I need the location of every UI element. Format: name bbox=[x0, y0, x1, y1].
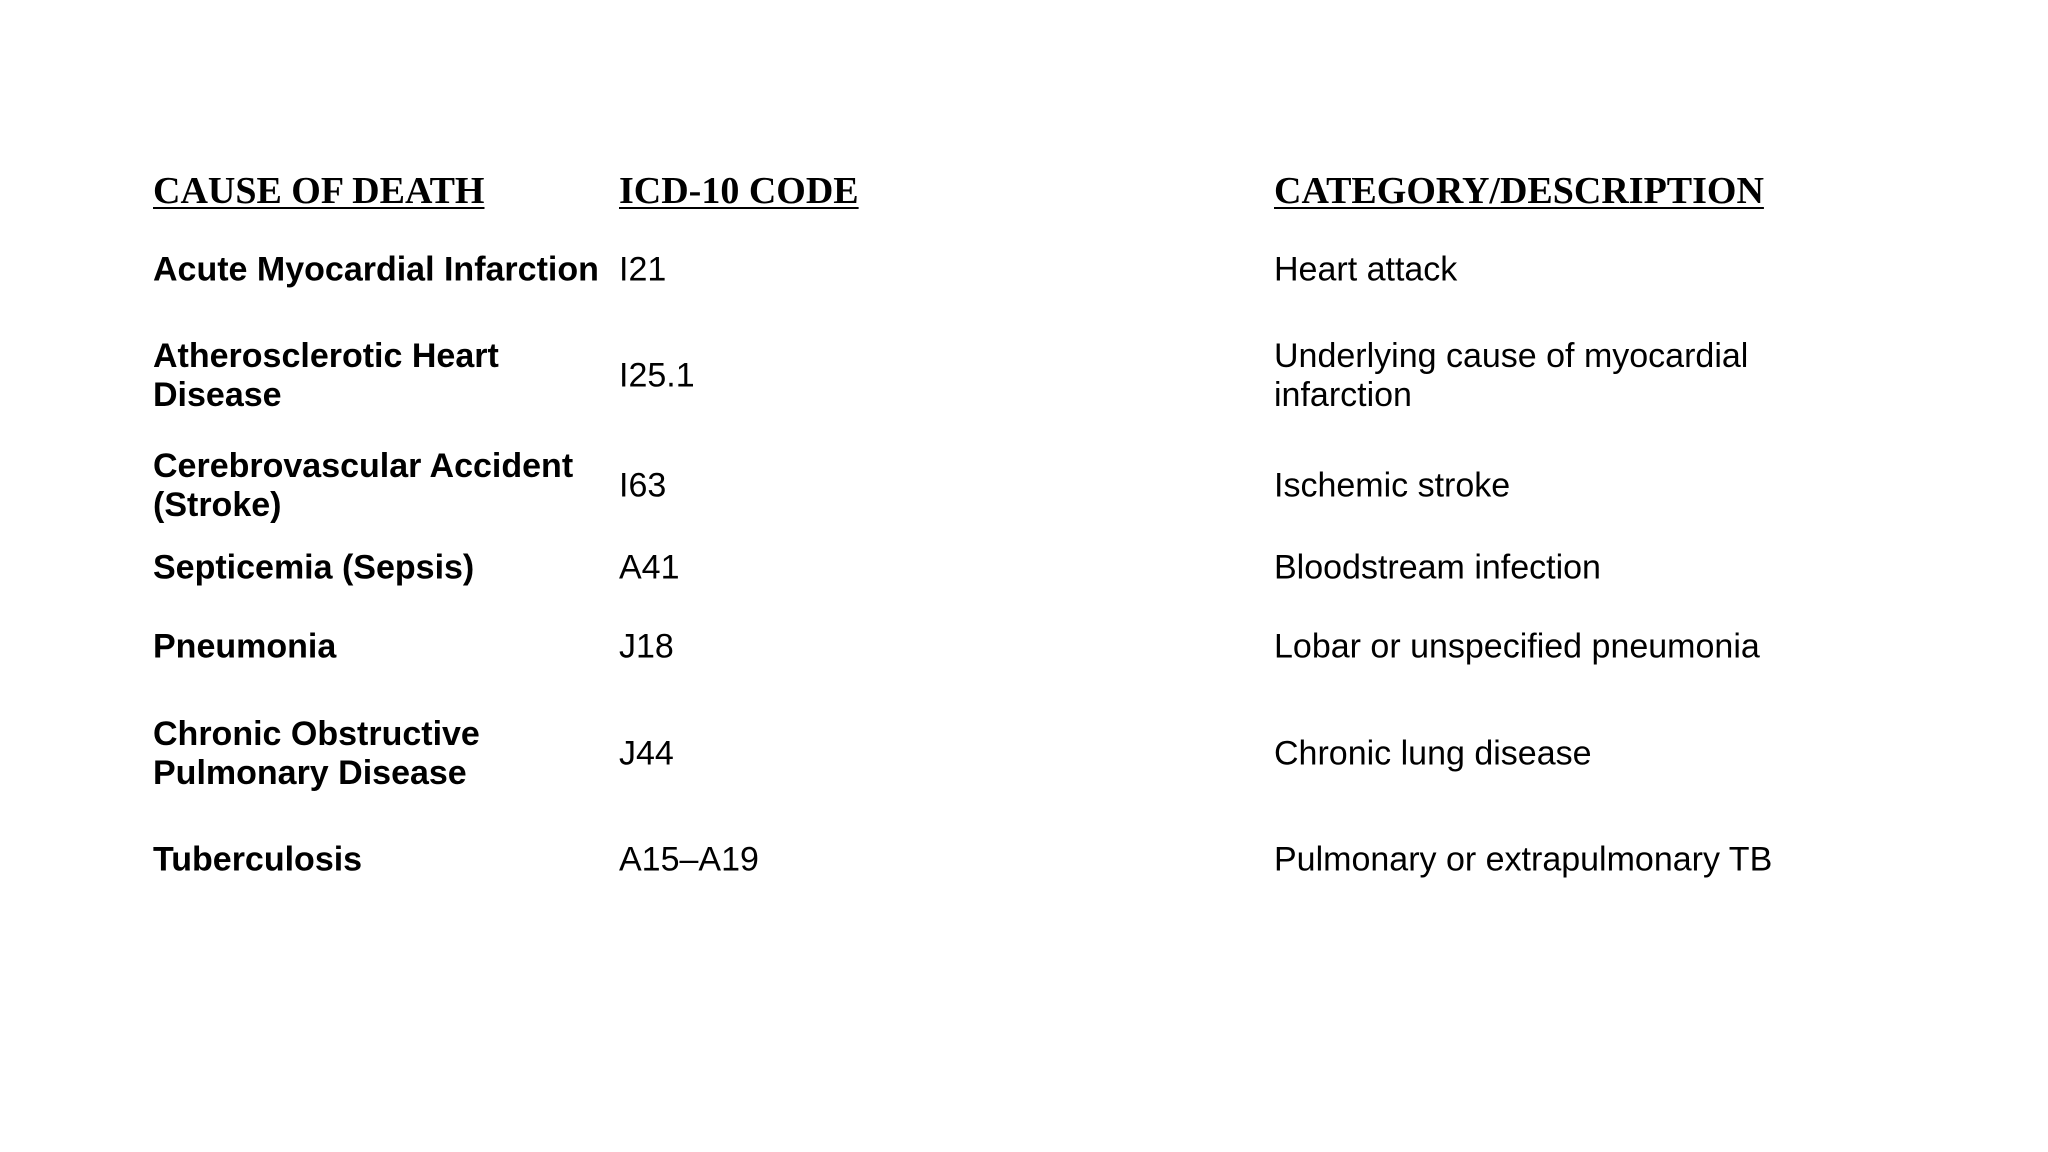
code-cell: A15–A19 bbox=[619, 840, 759, 879]
cause-cell: Pneumonia bbox=[153, 627, 337, 666]
header-cause-of-death: CAUSE OF DEATH bbox=[153, 170, 485, 212]
description-cell: Bloodstream infection bbox=[1274, 548, 1601, 587]
table-row bbox=[153, 308, 1853, 443]
description-cell: Ischemic stroke bbox=[1274, 466, 1511, 504]
cause-cell: Tuberculosis bbox=[153, 840, 363, 879]
description-cell: Heart attack bbox=[1274, 250, 1458, 288]
cause-cell: Chronic Obstructive Pulmonary Disease bbox=[153, 714, 480, 792]
cause-cell: Atherosclerotic Heart Disease bbox=[153, 336, 499, 414]
cause-cell: Septicemia (Sepsis) bbox=[153, 548, 475, 587]
table-row bbox=[153, 686, 1853, 821]
code-cell: J44 bbox=[619, 734, 674, 772]
table-row bbox=[153, 608, 1853, 686]
code-cell: J18 bbox=[619, 627, 674, 666]
description-cell: Underlying cause of myocardial infarction bbox=[1274, 336, 1749, 414]
cause-cell: Cerebrovascular Accident (Stroke) bbox=[153, 446, 574, 524]
code-cell: I63 bbox=[619, 466, 667, 504]
header-icd10-code: ICD-10 CODE bbox=[619, 170, 859, 212]
table-row bbox=[153, 821, 1853, 899]
table-row bbox=[153, 528, 1853, 608]
code-cell: I25.1 bbox=[619, 356, 695, 394]
table-row bbox=[153, 231, 1853, 308]
table-row bbox=[153, 443, 1853, 528]
table-header-row bbox=[153, 165, 1853, 231]
code-cell: A41 bbox=[619, 548, 680, 587]
description-cell: Lobar or unspecified pneumonia bbox=[1274, 627, 1760, 666]
header-category-description: CATEGORY/DESCRIPTION bbox=[1274, 170, 1764, 212]
cause-of-death-table bbox=[153, 165, 1853, 899]
cause-cell: Acute Myocardial Infarction bbox=[153, 250, 599, 288]
code-cell: I21 bbox=[619, 250, 667, 288]
description-cell: Pulmonary or extrapulmonary TB bbox=[1274, 840, 1773, 879]
description-cell: Chronic lung disease bbox=[1274, 734, 1592, 772]
